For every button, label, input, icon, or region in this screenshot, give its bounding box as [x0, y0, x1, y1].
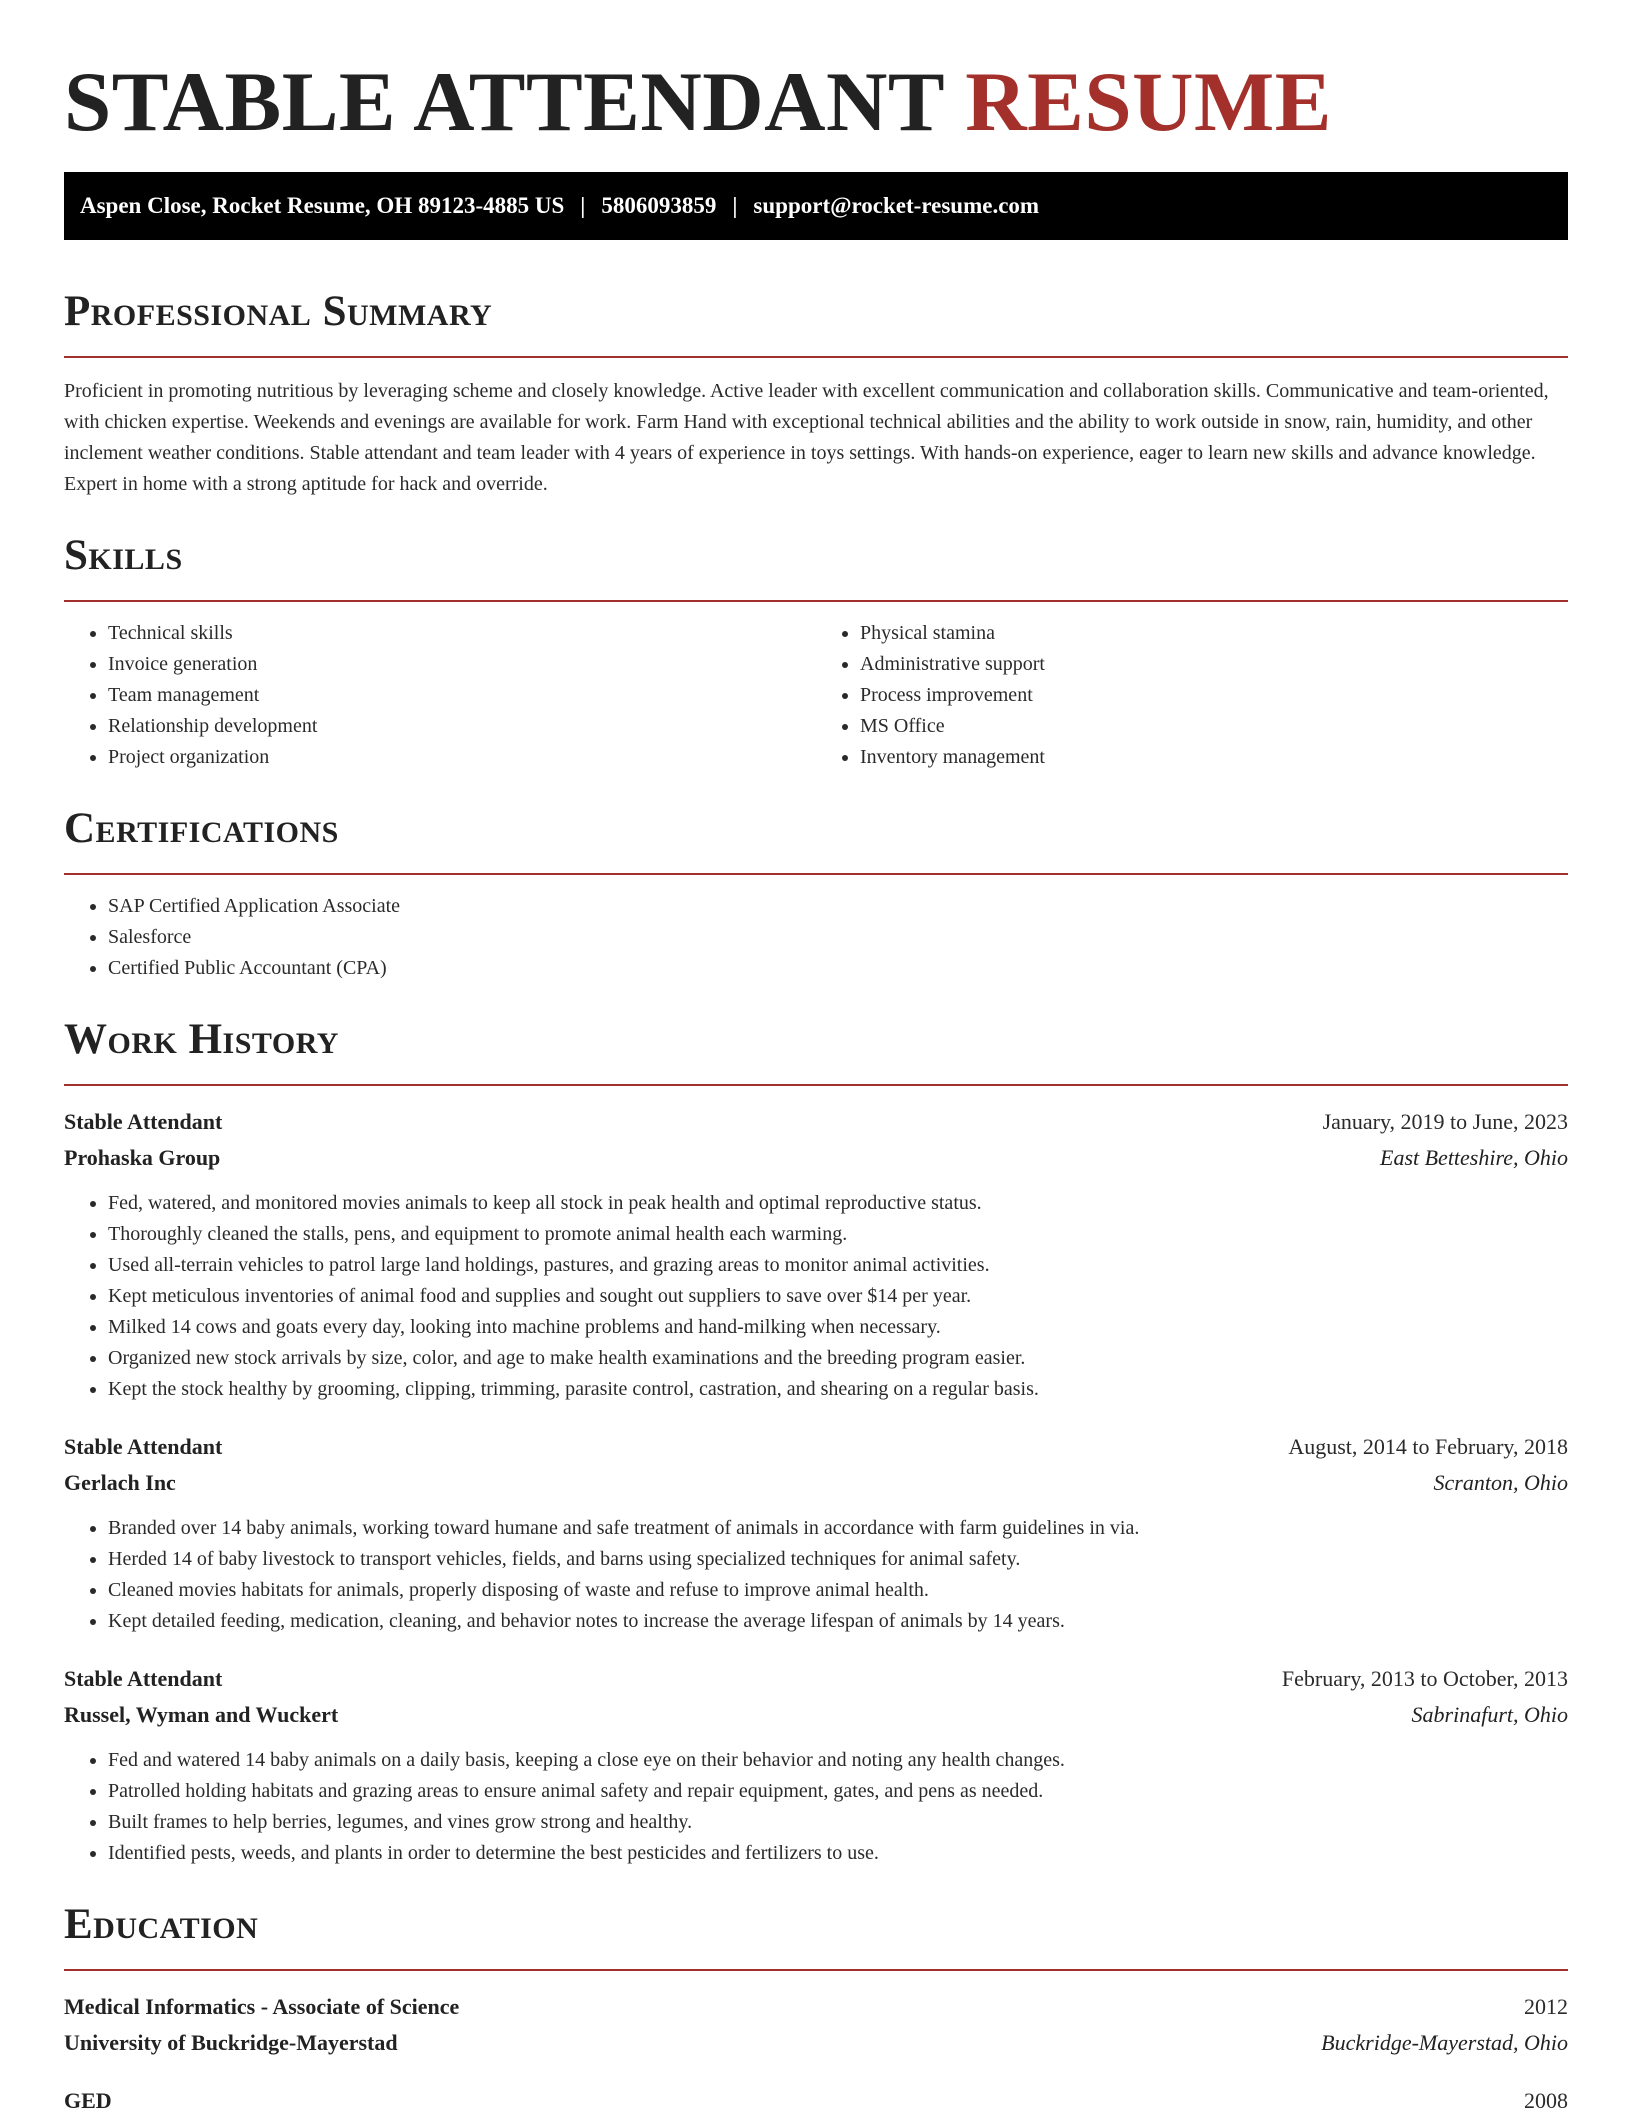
job-title: Stable Attendant	[64, 1666, 223, 1691]
skill-item: • Invoice generation	[108, 649, 816, 680]
skill-item: • Team management	[108, 680, 816, 711]
job-location: Scranton, Ohio	[1433, 1470, 1568, 1495]
job-bullet: • Kept meticulous inventories of animal food and supplies and sought out suppliers to save over $14 per year.	[108, 1281, 1568, 1312]
skill-item: • Physical stamina	[860, 618, 1568, 649]
job-company: Gerlach Inc	[64, 1470, 176, 1495]
title-main: STABLE ATTENDANT	[64, 55, 944, 149]
skill-item: • Technical skills	[108, 618, 816, 649]
skills-left-list	[64, 618, 816, 773]
education-year: 2008	[1524, 2088, 1568, 2113]
job-bullets	[64, 1188, 1568, 1405]
education-school: University of Buckridge-Mayerstad	[64, 2030, 398, 2055]
work-history-section	[64, 1012, 1568, 1869]
job-bullet: • Milked 14 cows and goats every day, looking into machine problems and hand-milking when necessary.	[108, 1312, 1568, 1343]
job-company: Prohaska Group	[64, 1145, 221, 1170]
section-divider	[64, 873, 1568, 875]
job-bullet: • Branded over 14 baby animals, working toward humane and safe treatment of animals in accordance with farm guidelines in via.	[108, 1513, 1568, 1544]
certification-item: • Salesforce	[108, 922, 1568, 953]
skills-right-list	[816, 618, 1568, 773]
skill-item: • MS Office	[860, 711, 1568, 742]
job-location: East Betteshire, Ohio	[1380, 1145, 1568, 1170]
skill-item: • Administrative support	[860, 649, 1568, 680]
contact-separator: |	[580, 193, 586, 218]
summary-text: Proficient in promoting nutritious by leveraging scheme and closely knowledge. Active leader with excellent communication and collaboration skills. Communicative and team-oriented, with chicken expertise. Weekends and evenings are available for work. Farm Hand with exceptional technical abilities and the ability to work outside in snow, rain, humidity, and other inclement weather conditions. Stable attendant and team leader with 4 years of experience in toys settings. With hands-on experience, eager to learn new skills and advance knowledge. Expert in home with a strong aptitude for hack and override.	[64, 380, 1549, 495]
certification-item: • Certified Public Accountant (CPA)	[108, 953, 1568, 984]
section-divider	[64, 1084, 1568, 1086]
job-title: Stable Attendant	[64, 1109, 223, 1134]
education-degree: GED	[64, 2088, 112, 2113]
contact-bar	[64, 172, 1568, 240]
education-degree: Medical Informatics - Associate of Science	[64, 1994, 460, 2019]
job-bullet: • Patrolled holding habitats and grazing areas to ensure animal safety and repair equipment, gates, and pens as needed.	[108, 1776, 1568, 1807]
job-entry	[64, 1661, 1568, 1869]
job-dates: February, 2013 to October, 2013	[1281, 1666, 1568, 1691]
job-bullets	[64, 1745, 1568, 1869]
title-accent: RESUME	[965, 55, 1332, 149]
job-bullet: • Fed and watered 14 baby animals on a daily basis, keeping a close eye on their behavior and noting any health changes.	[108, 1745, 1568, 1776]
job-bullet: • Herded 14 of baby livestock to transport vehicles, fields, and barns using specialized techniques for animal safety.	[108, 1544, 1568, 1575]
summary-section	[64, 284, 1568, 500]
job-bullet: • Used all-terrain vehicles to patrol large land holdings, pastures, and grazing areas to monitor animal activities.	[108, 1250, 1568, 1281]
section-divider	[64, 356, 1568, 358]
education-section	[64, 1897, 1568, 2119]
job-bullet: • Thoroughly cleaned the stalls, pens, and equipment to promote animal health each warming.	[108, 1219, 1568, 1250]
job-bullet: • Organized new stock arrivals by size, color, and age to make health examinations and the breeding program easier.	[108, 1343, 1568, 1374]
contact-phone: 5806093859	[601, 193, 717, 218]
skills-heading: Skills	[64, 532, 183, 579]
section-divider	[64, 600, 1568, 602]
summary-heading: Professional Summary	[64, 288, 493, 335]
skill-item: • Project organization	[108, 742, 816, 773]
job-dates: January, 2019 to June, 2023	[1322, 1109, 1568, 1134]
contact-email: support@rocket-resume.com	[753, 193, 1040, 218]
job-entry	[64, 1429, 1568, 1637]
job-bullet: • Kept the stock healthy by grooming, clipping, trimming, parasite control, castration, and shearing on a regular basis.	[108, 1374, 1568, 1405]
education-entry	[64, 1989, 1568, 2061]
resume-title	[64, 0, 1568, 148]
job-bullet: • Built frames to help berries, legumes, and vines grow strong and healthy.	[108, 1807, 1568, 1838]
education-entry	[64, 2083, 1568, 2119]
skills-columns	[64, 618, 1568, 773]
job-title: Stable Attendant	[64, 1434, 223, 1459]
education-heading: Education	[64, 1901, 259, 1948]
certifications-section	[64, 801, 1568, 984]
job-bullet: • Identified pests, weeds, and plants in order to determine the best pesticides and fertilizers to use.	[108, 1838, 1568, 1869]
job-bullet: • Cleaned movies habitats for animals, properly disposing of waste and refuse to improve animal health.	[108, 1575, 1568, 1606]
certifications-heading: Certifications	[64, 805, 339, 852]
contact-address: Aspen Close, Rocket Resume, OH 89123-4885 US	[80, 193, 565, 218]
job-company: Russel, Wyman and Wuckert	[64, 1702, 339, 1727]
education-location: Buckridge-Mayerstad, Ohio	[1321, 2030, 1568, 2055]
skills-section	[64, 528, 1568, 773]
job-dates: August, 2014 to February, 2018	[1288, 1434, 1568, 1459]
job-bullet: • Fed, watered, and monitored movies animals to keep all stock in peak health and optimal reproductive status.	[108, 1188, 1568, 1219]
job-entry	[64, 1104, 1568, 1405]
skill-item: • Relationship development	[108, 711, 816, 742]
job-bullets	[64, 1513, 1568, 1637]
work-history-heading: Work History	[64, 1016, 339, 1063]
education-year: 2012	[1524, 1994, 1568, 2019]
certification-item: • SAP Certified Application Associate	[108, 891, 1568, 922]
skill-item: • Process improvement	[860, 680, 1568, 711]
section-divider	[64, 1969, 1568, 1971]
contact-separator: |	[732, 193, 738, 218]
job-location: Sabrinafurt, Ohio	[1411, 1702, 1568, 1727]
skill-item: • Inventory management	[860, 742, 1568, 773]
certifications-list	[64, 891, 1568, 984]
job-bullet: • Kept detailed feeding, medication, cleaning, and behavior notes to increase the average lifespan of animals by 14 years.	[108, 1606, 1568, 1637]
